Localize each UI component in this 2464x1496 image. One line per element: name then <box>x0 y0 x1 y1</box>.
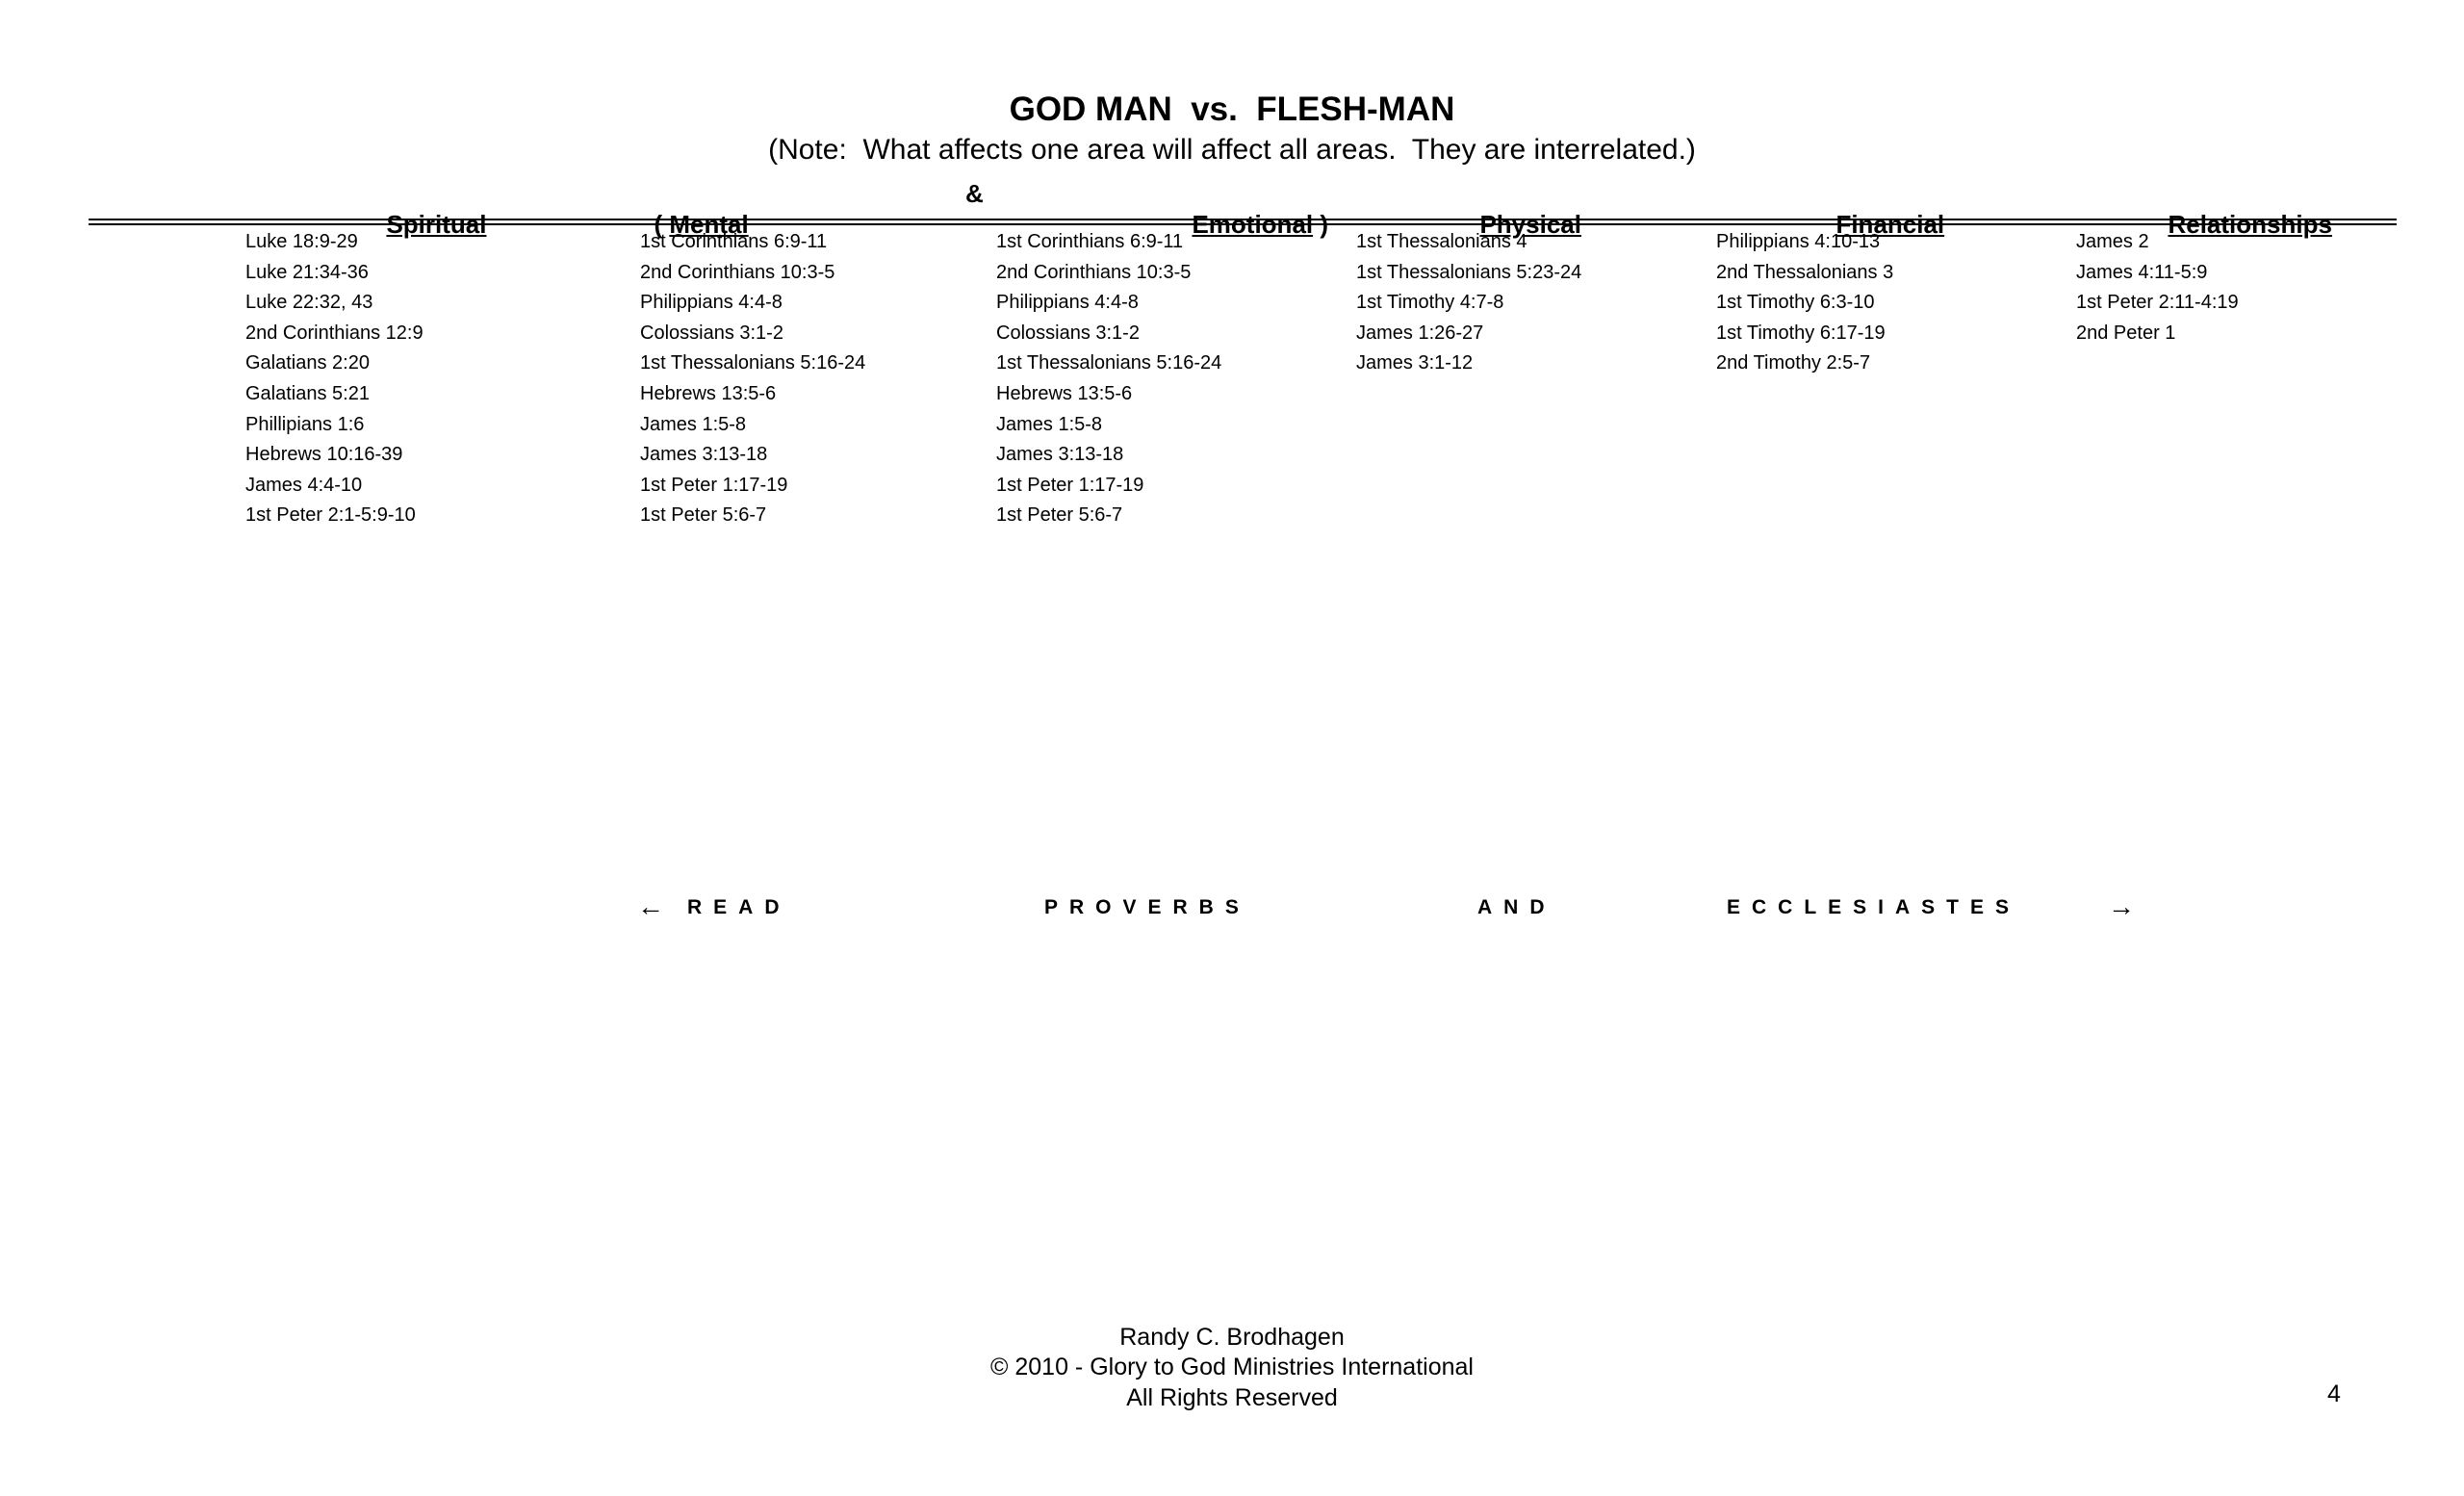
banner-read: READ <box>687 896 791 918</box>
header-spiritual-label: Spiritual <box>386 210 487 239</box>
list-item: Galatians 2:20 <box>245 352 370 374</box>
list-item: James 4:4-10 <box>245 474 363 496</box>
list-item: 2nd Timothy 2:5-7 <box>1716 352 1871 374</box>
list-item: 2nd Corinthians 12:9 <box>245 322 424 344</box>
list-item: 1st Thessalonians 5:23-24 <box>1356 261 1582 283</box>
header-emotional-close-paren: ) <box>1313 210 1329 239</box>
column-spiritual-list <box>245 227 424 531</box>
header-divider-bottom <box>89 223 2397 225</box>
list-item: James 2 <box>2076 231 2149 252</box>
list-item: 1st Peter 1:17-19 <box>640 474 788 496</box>
header-financial-label: Financial <box>1835 210 1945 239</box>
banner-and: AND <box>1477 896 1556 918</box>
list-item: Luke 18:9-29 <box>245 231 358 252</box>
list-item: 2nd Thessalonians 3 <box>1716 261 1894 283</box>
footer-copyright: © 2010 - Glory to God Ministries International <box>990 1354 1474 1380</box>
column-mental-list <box>640 227 865 531</box>
banner-ecclesiastes: ECCLESIASTES <box>1727 896 2021 918</box>
header-mental-open-paren: ( <box>654 210 670 239</box>
list-item: Luke 22:32, 43 <box>245 292 373 314</box>
list-item: Hebrews 10:16-39 <box>245 444 403 466</box>
footer-author: Randy C. Brodhagen <box>1119 1324 1345 1351</box>
list-item: James 4:11-5:9 <box>2076 261 2208 283</box>
list-item: 1st Peter 2:11-4:19 <box>2076 292 2239 314</box>
list-item: Hebrews 13:5-6 <box>996 382 1133 404</box>
left-arrow-icon: ← <box>637 891 664 921</box>
list-item: 1st Corinthians 6:9-11 <box>996 231 1184 252</box>
header-emotional-label: Emotional <box>1192 210 1314 239</box>
list-item: 1st Peter 1:17-19 <box>996 474 1144 496</box>
right-arrow-icon: → <box>2108 891 2135 921</box>
list-item: 1st Corinthians 6:9-11 <box>640 231 828 252</box>
page-title: GOD MAN vs. FLESH-MAN <box>1009 90 1455 128</box>
column-emotional-list <box>996 227 1221 531</box>
list-item: 1st Timothy 4:7-8 <box>1356 292 1504 314</box>
page-subtitle-note: (Note: What affects one area will affect all areas. They are interrelated.) <box>768 134 1696 166</box>
column-financial-list <box>1716 227 1893 379</box>
list-item: James 1:5-8 <box>996 413 1103 435</box>
list-item: Philippians 4:4-8 <box>640 292 783 314</box>
list-item: Philippians 4:10-13 <box>1716 231 1881 252</box>
column-relationships-list <box>2076 227 2239 348</box>
list-item: 2nd Corinthians 10:3-5 <box>640 261 835 283</box>
footer-rights: All Rights Reserved <box>1126 1384 1338 1411</box>
list-item: James 3:13-18 <box>996 444 1124 466</box>
list-item: 1st Thessalonians 4 <box>1356 231 1527 252</box>
header-physical-label: Physical <box>1479 210 1581 239</box>
list-item: Hebrews 13:5-6 <box>640 382 777 404</box>
header-mental-label: Mental <box>669 210 749 239</box>
header-divider-top <box>89 219 2397 220</box>
list-item: Phillipians 1:6 <box>245 413 365 435</box>
list-item: 2nd Peter 1 <box>2076 322 2176 344</box>
page-number: 4 <box>2327 1380 2341 1407</box>
header-ampersand: & <box>965 179 984 208</box>
list-item: 2nd Corinthians 10:3-5 <box>996 261 1192 283</box>
banner-proverbs: PROVERBS <box>1044 896 1250 918</box>
list-item: Colossians 3:1-2 <box>996 322 1140 344</box>
list-item: Philippians 4:4-8 <box>996 292 1139 314</box>
column-physical-list <box>1356 227 1581 379</box>
list-item: 1st Timothy 6:3-10 <box>1716 292 1875 314</box>
list-item: Galatians 5:21 <box>245 382 370 404</box>
list-item: James 1:26-27 <box>1356 322 1484 344</box>
list-item: 1st Thessalonians 5:16-24 <box>996 352 1222 374</box>
list-item: Luke 21:34-36 <box>245 261 369 283</box>
header-relationships-label: Relationships <box>2168 210 2332 239</box>
list-item: 1st Thessalonians 5:16-24 <box>640 352 866 374</box>
list-item: 1st Peter 5:6-7 <box>996 504 1123 527</box>
list-item: Colossians 3:1-2 <box>640 322 783 344</box>
list-item: James 1:5-8 <box>640 413 747 435</box>
list-item: James 3:1-12 <box>1356 352 1474 374</box>
list-item: 1st Timothy 6:17-19 <box>1716 322 1886 344</box>
list-item: James 3:13-18 <box>640 444 768 466</box>
list-item: 1st Peter 2:1-5:9-10 <box>245 504 416 527</box>
list-item: 1st Peter 5:6-7 <box>640 504 767 527</box>
